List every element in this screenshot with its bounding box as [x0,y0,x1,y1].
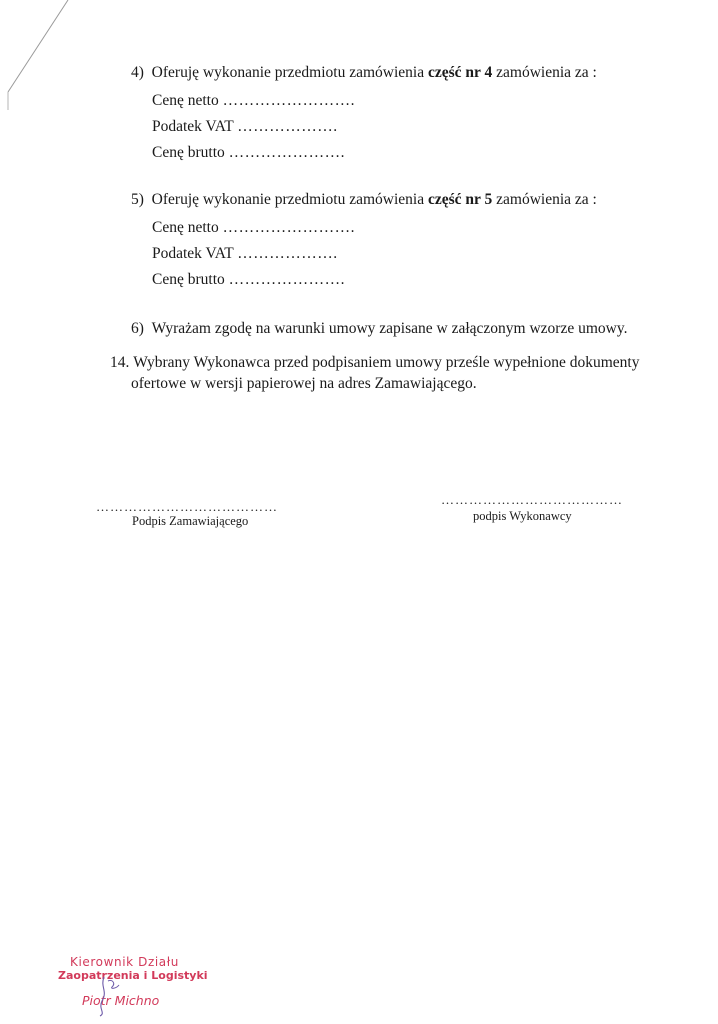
offer-4-gross-field [152,144,345,162]
handwritten-signature [86,975,126,1017]
scan-edge-shadow [0,0,80,110]
point-14-text-1: Wybrany Wykonawca przed podpisaniem umowy prześle wypełnione dokumenty [133,354,640,371]
consent-text: Wyrażam zgodę na warunki umowy zapisane w załączonym wzorze umowy. [151,320,628,337]
offer-4-number: 4) [131,64,144,81]
offer-4-line [131,64,597,82]
offer-4-bold-part: część nr 4 [428,64,493,81]
offer-4-vat-label: Podatek VAT [152,118,234,135]
offer-5-vat-field [152,245,338,263]
offer-4-text-after: zamówienia za : [492,64,597,81]
offer-4-net-label: Cenę netto [152,92,219,109]
official-stamp [58,955,208,1017]
offer-4-gross-dots: …………………. [228,144,345,161]
offer-5-gross-label: Cenę brutto [152,271,225,288]
stamp-department: Zaopatrzenia i Logistyki [58,969,208,982]
offer-5-net-dots: ……………………. [222,219,355,236]
offer-5-line [131,191,597,209]
consent-number: 6) [131,320,144,337]
offer-5-bold-part: część nr 5 [428,191,493,208]
client-signature-line: ………………………………… [96,499,278,514]
offer-5-number: 5) [131,191,144,208]
contractor-signature-label: podpis Wykonawcy [473,509,572,523]
offer-5-text-before: Oferuję wykonanie przedmiotu zamówienia [151,191,428,208]
offer-5-net-field [152,219,355,237]
offer-4-net-field [152,92,355,110]
offer-4-text-before: Oferuję wykonanie przedmiotu zamówienia [151,64,428,81]
consent-line [131,320,627,338]
point-14-number: 14. [110,354,130,371]
stamp-title: Kierownik Działu [70,955,179,969]
offer-4-vat-dots: ………………. [237,118,338,135]
offer-5-gross-field [152,271,345,289]
offer-5-net-label: Cenę netto [152,219,219,236]
offer-5-gross-dots: …………………. [228,271,345,288]
offer-5-text-after: zamówienia za : [492,191,597,208]
point-14-text-2: ofertowe w wersji papierowej na adres Zamawiającego. [131,375,477,392]
offer-4-gross-label: Cenę brutto [152,144,225,161]
contractor-signature-line: ………………………………… [441,492,623,507]
point-14-line-1 [110,354,639,372]
stamp-name: Piotr Michno [82,993,160,1008]
offer-4-net-dots: ……………………. [222,92,355,109]
offer-5-vat-label: Podatek VAT [152,245,234,262]
offer-4-vat-field [152,118,338,136]
client-signature-label: Podpis Zamawiającego [132,514,249,528]
point-14-line-2 [131,375,477,393]
offer-5-vat-dots: ………………. [237,245,338,262]
